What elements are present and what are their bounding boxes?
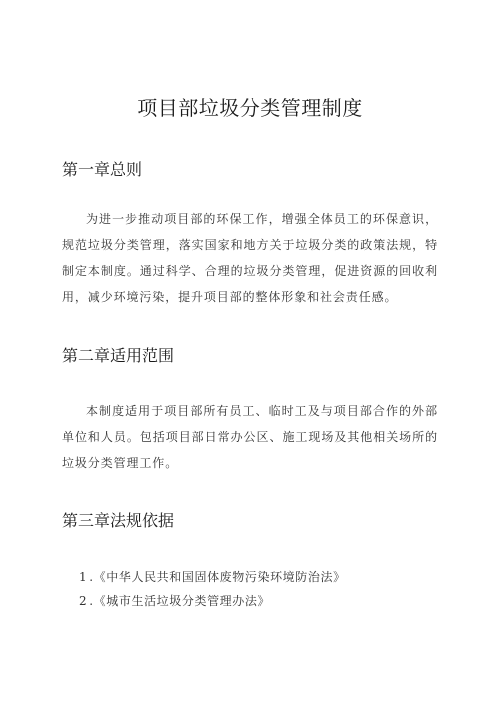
- list-item-text: .《城市生活垃圾分类管理办法》: [89, 594, 271, 608]
- law-basis-list: [79, 565, 346, 613]
- list-item-number: 2: [79, 594, 88, 608]
- chapter-2-paragraph: 本制度适用于项目部所有员工、临时工及与项目部合作的外部单位和人员。包括项目部日常办公区、施工现场及其他相关场所的垃圾分类管理工作。: [62, 404, 438, 470]
- list-item-number: 1: [79, 570, 88, 584]
- chapter-1-heading: 第一章总则: [62, 160, 143, 179]
- chapter-2-heading: 第二章适用范围: [62, 346, 175, 365]
- list-item: [79, 565, 346, 589]
- list-item-text: .《中华人民共和国固体废物污染环境防治法》: [89, 570, 346, 584]
- chapter-1-paragraph: 为进一步推动项目部的环保工作，增强全体员工的环保意识，规范垃圾分类管理，落实国家和地方关于垃圾分类的政策法规，特制定本制度。通过科学、合理的垃圾分类管理，促进资源的回收利用，减少环境污染，提升项目部的整体形象和社会责任感。: [62, 212, 438, 304]
- chapter-3-heading: 第三章法规依据: [62, 511, 175, 530]
- document-title: 项目部垃圾分类管理制度: [137, 96, 363, 120]
- list-item: [79, 589, 346, 613]
